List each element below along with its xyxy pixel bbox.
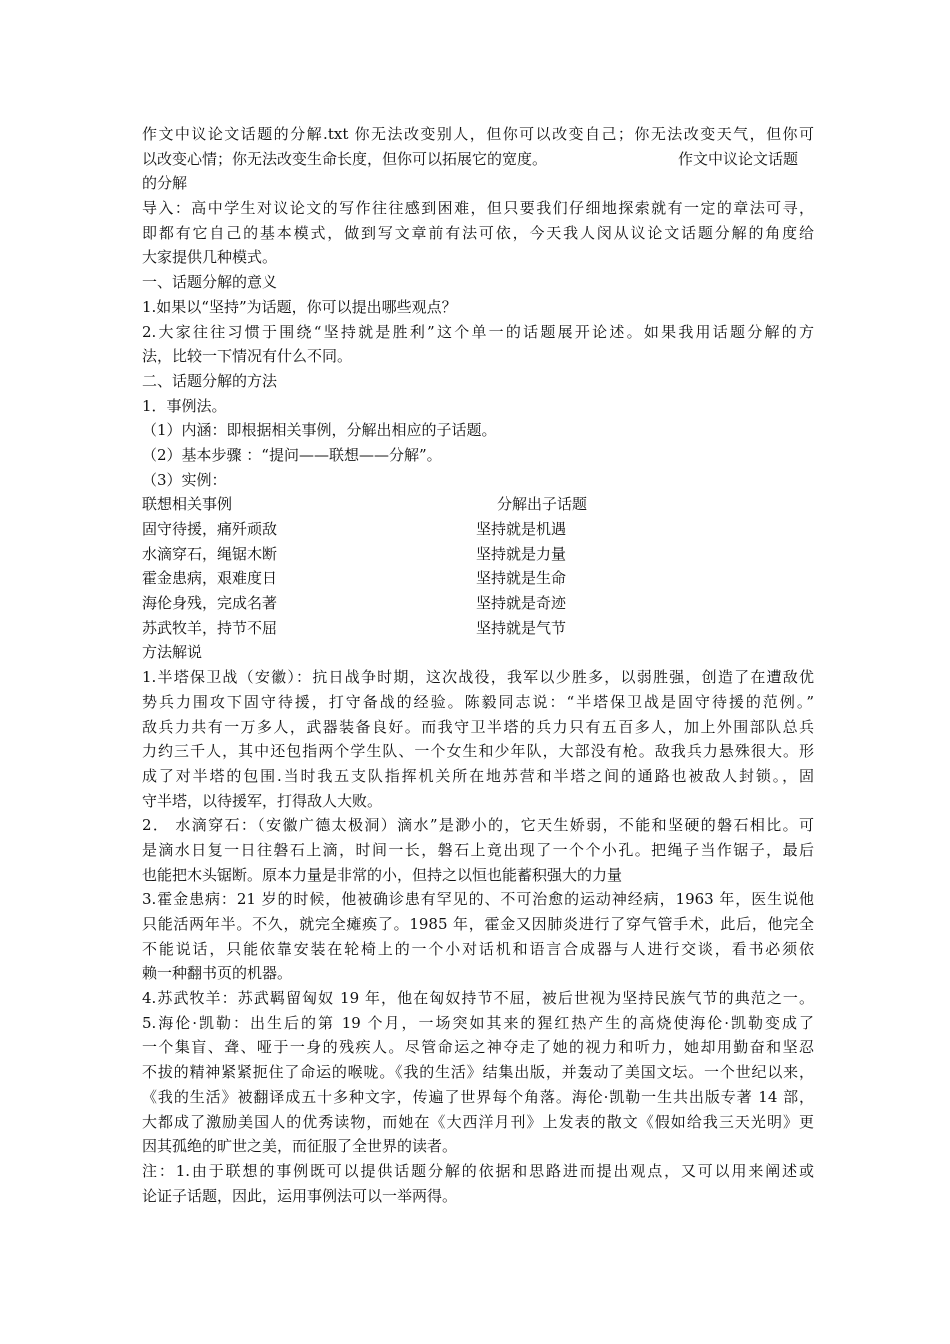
section-1-heading: 一、话题分解的意义 (142, 273, 278, 292)
explain-line: 《我的生活》被翻译成五十多种文字，传遍了世界每个角落。海伦·凯勒一生共出版专著 14 部， (142, 1087, 814, 1106)
section-2-heading: 二、话题分解的方法 (142, 371, 278, 390)
explain-line: 4.苏武牧羊：苏武羁留匈奴 19 年，他在匈奴持节不屈，被后世视为坚持民族气节的典范之一。 (142, 989, 814, 1008)
example-cell-topic: 坚持就是机遇 (476, 520, 567, 538)
explain-line: 势兵力围攻下固守待援，打守备战的经验。陈毅同志说：“半塔保卫战是固守待援的范例。” (142, 692, 814, 711)
explain-line: 守半塔，以待援军，打得敌人大败。 (142, 791, 383, 810)
example-table-row (142, 517, 814, 542)
explain-line: 因其孤绝的旷世之美，而征服了全世界的读者。 (142, 1137, 458, 1156)
explain-line: 只能活两年半。不久，就完全瘫痪了。1985 年，霍金又因肺炎进行了穿气管手术，此后，他完全 (142, 915, 814, 933)
explain-line: 一个集盲、聋、哑于一身的残疾人。尽管命运之神夺走了她的视力和听力，她却用勤奋和坚忍 (142, 1038, 814, 1057)
intro-line-3: 大家提供几种模式。 (142, 248, 278, 267)
example-cell-event: 海伦身残，完成名著 (142, 594, 278, 613)
title-line-2-tail: 作文中议论文话题 (678, 149, 799, 168)
explain-line: 力约三千人，其中还包指两个学生队、一个女生和少年队，大部没有枪。敌我兵力悬殊很大。形 (142, 742, 814, 761)
explain-line: 敌兵力共有一万多人，武器装备良好。而我守卫半塔的兵力只有五百多人，加上外围部队总兵 (142, 717, 814, 736)
method-point-3: （3）实例： (142, 470, 227, 489)
explain-line: 赖一种翻书页的机器。 (142, 964, 293, 983)
example-table-row (142, 591, 814, 616)
explain-line: 大都成了激励美国人的优秀读物，而她在《大西洋月刊》上发表的散文《假如给我三天光明》更 (142, 1112, 814, 1131)
example-table-header-right: 分解出子话题 (497, 495, 588, 514)
example-table-row (142, 566, 814, 591)
intro-line-1: 导入：高中学生对议论文的写作往往感到困难，但只要我们仔细地探索就有一定的章法可寻， (142, 199, 814, 218)
example-cell-event: 苏武牧羊，持节不屈 (142, 618, 278, 637)
explain-line: 不拔的精神紧紧扼住了命运的喉咙。《我的生活》结集出版，并轰动了美国文坛。一个世纪以来， (142, 1063, 814, 1082)
example-cell-event: 霍金患病，艰难度日 (142, 569, 278, 588)
example-cell-topic: 坚持就是生命 (476, 569, 567, 588)
intro-line-2: 即都有它自己的基本模式，做到写文章前有法可依，今天我人闵从议论文话题分解的角度给 (142, 223, 814, 242)
section-1-item-2: 2.大家往往习惯于围绕“坚持就是胜利”这个单一的话题展开论述。如果我用话题分解的方 (142, 322, 814, 341)
explain-line: 1.半塔保卫战（安徽）：抗日战争时期，这次战役，我军以少胜多，以弱胜强，创造了在遭敌优 (142, 668, 814, 687)
example-cell-event: 水滴穿石，绳锯木断 (142, 544, 278, 563)
method-point-2: （2）基本步骤 ：“提问——联想——分解”。 (142, 445, 442, 464)
section-1-item-2-cont: 法，比较一下情况有什么不同。 (142, 347, 353, 366)
method-1-heading: 1．事例法。 (142, 396, 227, 415)
explain-line: 2． 水滴穿石：（安徽广德太极洞）滴水”是渺小的，它天生娇弱，不能和坚硬的磐石相比。可 (142, 816, 814, 835)
example-cell-topic: 坚持就是奇迹 (476, 594, 567, 613)
explain-line: 是滴水日复一日往磐石上滴，时间一长，磐石上竟出现了一个个小孔。把绳子当作锯子，最后 (142, 840, 814, 859)
example-table-row (142, 542, 814, 567)
section-1-item-1: 1.如果以“坚持”为话题，你可以提出哪些观点？ (142, 297, 457, 316)
note-line-1: 注：1.由于联想的事例既可以提供话题分解的依据和思路进而提出观点，又可以用来阐述或 (142, 1161, 814, 1180)
example-table-row (142, 616, 814, 641)
example-cell-topic: 坚持就是力量 (476, 544, 567, 563)
explain-line: 成了对半塔的包围.当时我五支队指挥机关所在地苏营和半塔之间的通路也被敌人封锁。，固 (142, 766, 814, 785)
method-point-1: （1）内涵：即根据相关事例，分解出相应的子话题。 (142, 421, 497, 440)
explain-line: 也能把木头锯断。原本力量是非常的小，但持之以恒也能蓄积强大的力量 (142, 865, 623, 884)
title-line-3: 的分解 (142, 174, 188, 193)
title-line-2-text: 以改变心情；你无法改变生命长度，但你可以拓展它的宽度。 (142, 149, 548, 168)
example-table-header (142, 492, 814, 517)
example-cell-topic: 坚持就是气节 (476, 618, 567, 637)
explain-line: 5.海伦·凯勒：出生后的第 19 个月，一场突如其来的猩红热产生的高烧使海伦·凯勒变成了 (142, 1013, 814, 1032)
document-page (142, 122, 814, 1208)
note-line-2: 论证子话题，因此，运用事例法可以一举两得。 (142, 1186, 458, 1205)
explain-heading: 方法解说 (142, 643, 203, 662)
example-table (142, 492, 814, 640)
example-table-header-left: 联想相关事例 (142, 495, 233, 514)
explain-line: 3.霍金患病：21 岁的时候，他被确诊患有罕见的、不可治愈的运动神经病，1963 年，医生说他 (142, 890, 814, 909)
example-cell-event: 固守待援，痛歼顽敌 (142, 520, 278, 538)
title-line-2 (142, 147, 814, 172)
title-line-1: 作文中议论文话题的分解.txt 你无法改变别人，但你可以改变自己；你无法改变天气，但你可 (142, 125, 814, 143)
explain-line: 不能说话，只能依靠安装在轮椅上的一个小对话机和语言合成器与人进行交谈，看书必须依 (142, 939, 814, 958)
